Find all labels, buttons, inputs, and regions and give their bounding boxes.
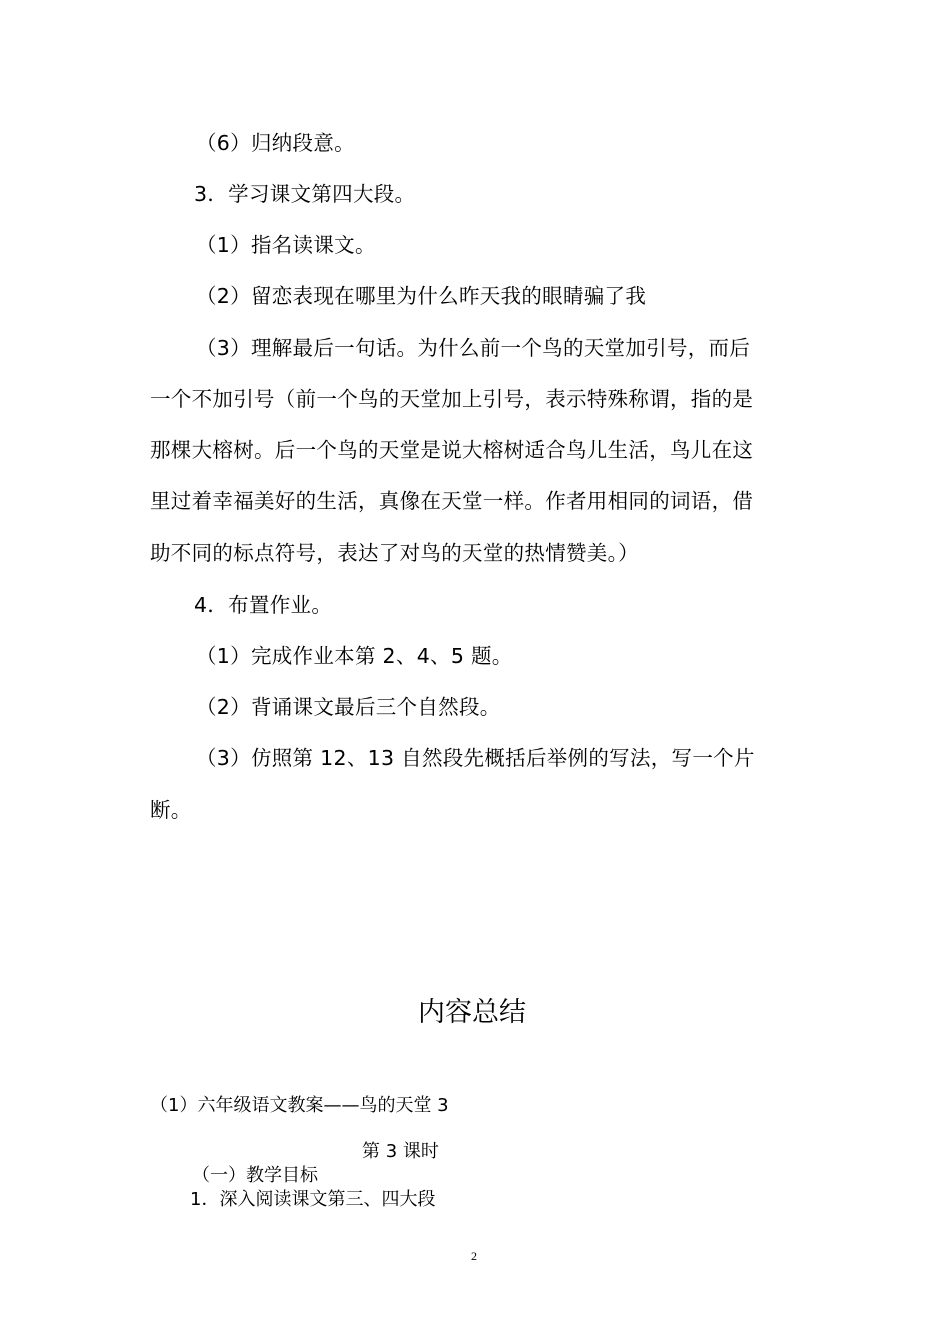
body-line-8: 里过着幸福美好的生活，真像在天堂一样。作者用相同的词语，借 xyxy=(150,489,754,513)
lesson-label: 第 3 课时 xyxy=(362,1141,439,1162)
page-number: 2 xyxy=(471,1249,477,1263)
body-line-5: （3）理解最后一句话。为什么前一个鸟的天堂加引号，而后 xyxy=(196,336,751,360)
body-line-10: 4．布置作业。 xyxy=(194,593,333,617)
body-line-13: （3）仿照第 12、13 自然段先概括后举例的写法，写一个片 xyxy=(196,746,755,770)
body-line-12: （2）背诵课文最后三个自然段。 xyxy=(196,695,501,719)
body-line-3: （1）指名读课文。 xyxy=(196,233,376,257)
body-line-14: 断。 xyxy=(150,798,192,822)
body-line-2: 3．学习课文第四大段。 xyxy=(194,182,416,206)
body-line-9: 助不同的标点符号，表达了对鸟的天堂的热情赞美。） xyxy=(150,541,639,565)
body-line-1: （6）归纳段意。 xyxy=(196,131,355,155)
summary-item: （1）六年级语文教案——鸟的天堂 3 xyxy=(150,1095,449,1116)
body-line-7: 那棵大榕树。后一个鸟的天堂是说大榕树适合鸟儿生活，鸟儿在这 xyxy=(150,438,754,462)
body-line-11: （1）完成作业本第 2、4、5 题。 xyxy=(196,644,513,668)
objective-item-1: 1．深入阅读课文第三、四大段 xyxy=(190,1189,436,1210)
body-line-6: 一个不加引号（前一个鸟的天堂加上引号，表示特殊称谓，指的是 xyxy=(150,387,754,411)
objective-heading: （一）教学目标 xyxy=(192,1165,318,1186)
body-line-4: （2）留恋表现在哪里为什么昨天我的眼睛骗了我 xyxy=(196,284,647,308)
summary-title: 内容总结 xyxy=(418,997,526,1028)
